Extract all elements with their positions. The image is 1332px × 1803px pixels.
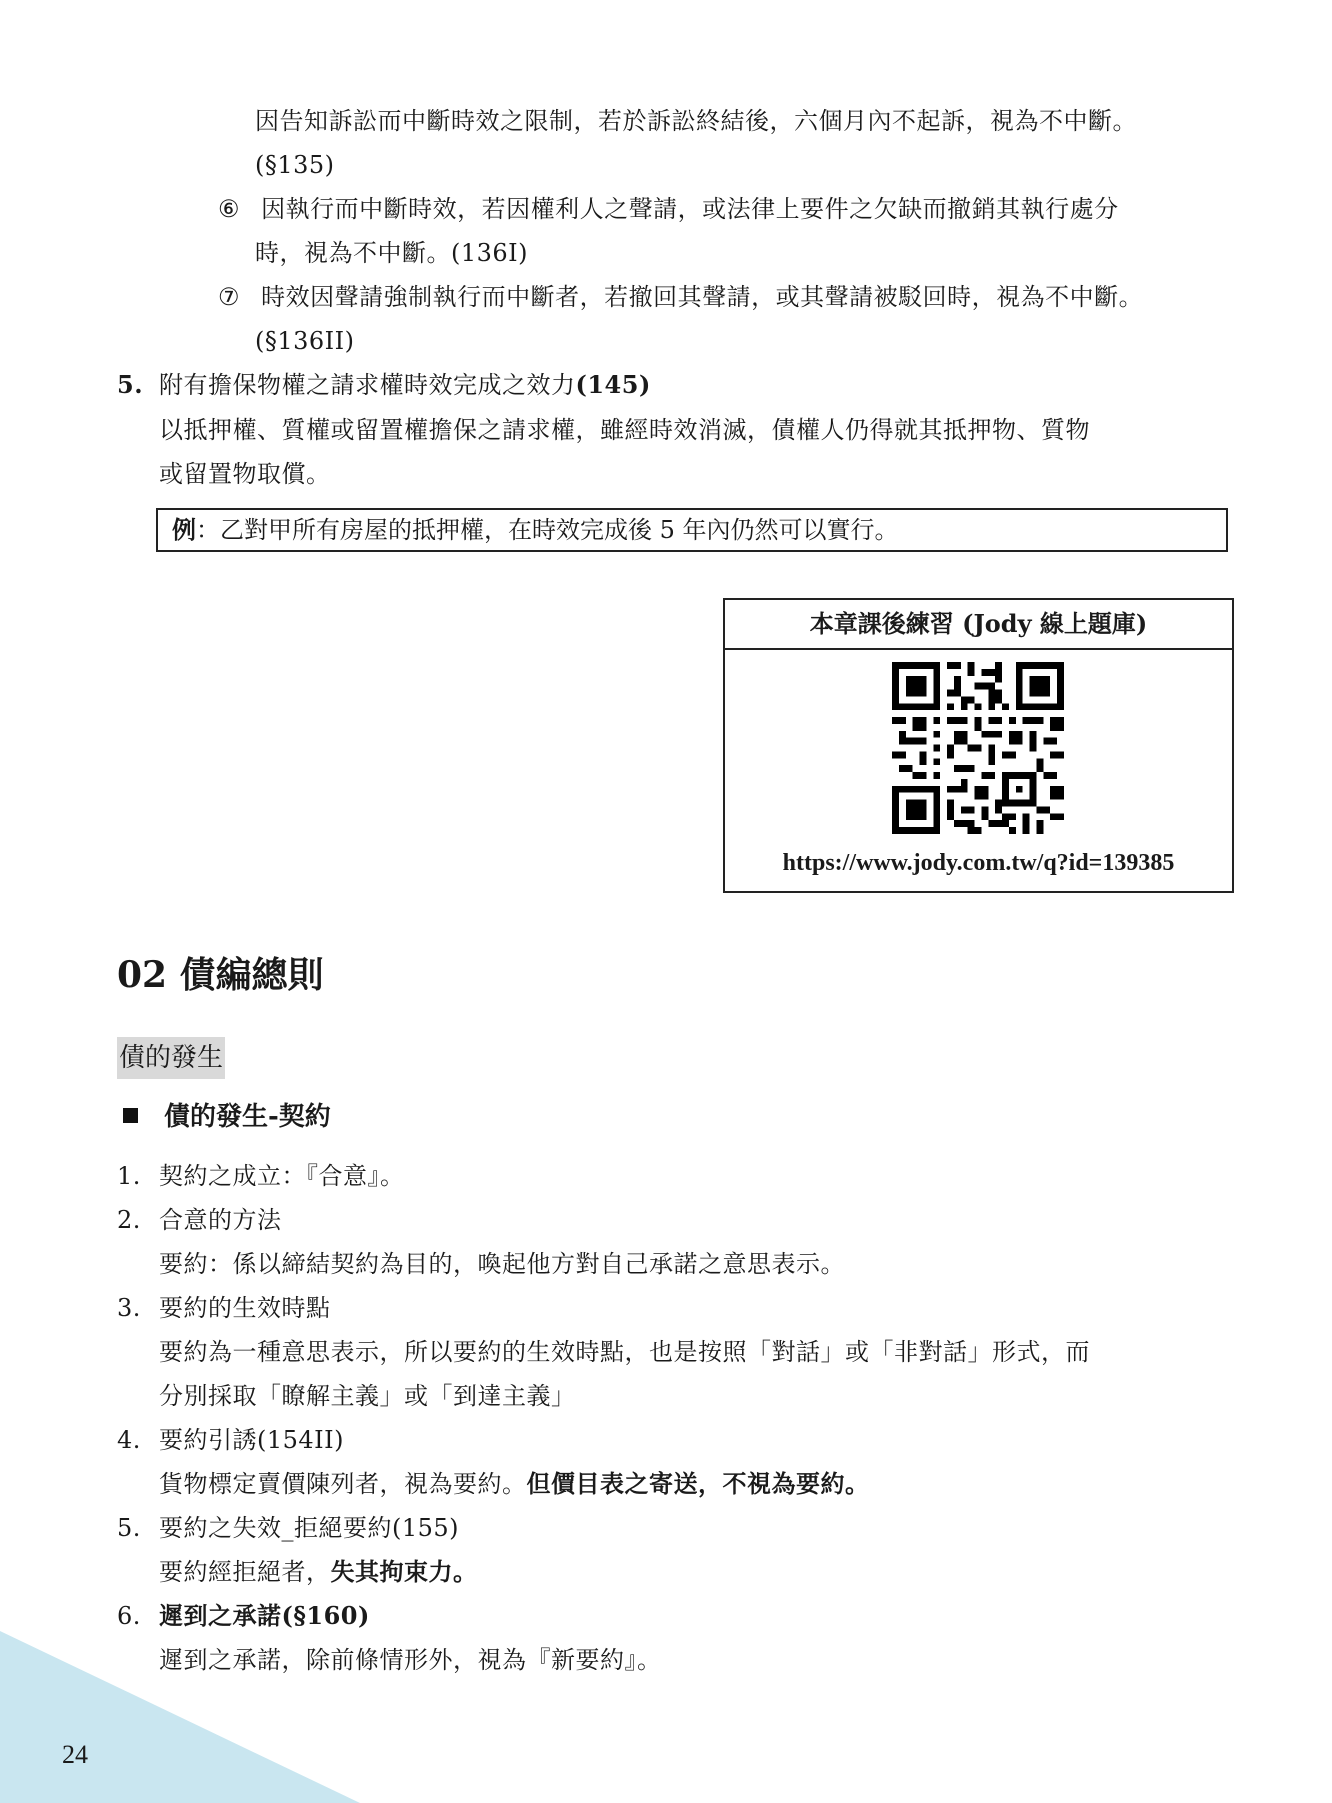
item-5-body-line2: 或留置物取償。 xyxy=(159,460,331,488)
list-item-2-text: 合意的方法 xyxy=(159,1206,282,1234)
list-item-4-text: 要約引誘(154II) xyxy=(159,1426,344,1454)
subheading xyxy=(123,1095,331,1139)
paragraph-6 xyxy=(214,187,1119,231)
list-item-1-number: 1. xyxy=(117,1162,141,1190)
paragraph-7-line1: 時效因聲請強制執行而中斷者，若撤回其聲請，或其聲請被駁回時，視為不中斷。 xyxy=(261,283,1144,311)
list-item-4-number: 4. xyxy=(117,1426,141,1454)
list-item-5-body-normal: 要約經拒絕者， xyxy=(159,1558,331,1586)
list-item-1 xyxy=(117,1154,405,1198)
list-item-3-body-line1: 要約為一種意思表示，所以要約的生效時點，也是按照「對話」或「非對話」形式，而 xyxy=(159,1338,1090,1366)
paragraph-7 xyxy=(214,275,1143,319)
list-item-6-body: 遲到之承諾，除前條情形外，視為『新要約』。 xyxy=(159,1646,662,1674)
list-item-5-number: 5. xyxy=(117,1514,141,1542)
item-5-number: 5. xyxy=(117,370,144,399)
list-item-4-body xyxy=(159,1462,870,1506)
chapter-title: 02 債編總則 xyxy=(117,954,324,996)
circled-number-7: ⑦ xyxy=(217,283,240,311)
practice-url[interactable]: https://www.jody.com.tw/q?id=139385 xyxy=(782,850,1175,876)
list-item-3-number: 3. xyxy=(117,1294,141,1322)
list-item-6-text: 遲到之承諾(§160) xyxy=(159,1601,370,1630)
list-item-2-body: 要約：係以締結契約為目的，喚起他方對自己承諾之意思表示。 xyxy=(159,1250,845,1278)
list-item-5-body xyxy=(159,1550,478,1594)
list-item-2 xyxy=(117,1198,282,1242)
paragraph-6-line1: 因執行而中斷時效，若因權利人之聲請，或法律上要件之欠缺而撤銷其執行處分 xyxy=(261,195,1119,223)
subheading-text: 債的發生-契約 xyxy=(164,1102,331,1132)
example-text: ：乙對甲所有房屋的抵押權，在時效完成後 5 年內仍然可以實行。 xyxy=(196,516,899,544)
list-item-5-body-bold: 失其拘束力。 xyxy=(330,1557,478,1586)
square-bullet-icon xyxy=(123,1108,138,1123)
paragraph-6-line2: 時，視為不中斷。(136I) xyxy=(255,239,529,267)
item-5-heading xyxy=(117,363,651,407)
paragraph-4-continuation: 因告知訴訟而中斷時效之限制，若於訴訟終結後，六個月內不起訴，視為不中斷。 xyxy=(255,107,1137,135)
list-item-3-body-line2: 分別採取「瞭解主義」或「到達主義」 xyxy=(159,1382,576,1410)
section-label: 債的發生 xyxy=(117,1037,225,1079)
paragraph-7-line2: (§136II) xyxy=(255,327,355,355)
list-item-1-text: 契約之成立：『合意』。 xyxy=(159,1162,405,1190)
list-item-2-number: 2. xyxy=(117,1206,141,1234)
item-5-title: 附有擔保物權之請求權時效完成之效力 xyxy=(159,371,576,399)
list-item-5 xyxy=(117,1506,459,1550)
example-box xyxy=(156,508,1228,552)
example-label: 例 xyxy=(172,515,196,544)
qr-code-icon[interactable] xyxy=(892,662,1064,834)
list-item-4-body-bold: 但價目表之寄送，不視為要約。 xyxy=(526,1469,870,1498)
list-item-4-body-normal: 貨物標定賣價陳列者，視為要約。 xyxy=(159,1470,527,1498)
list-item-3 xyxy=(117,1286,331,1330)
circled-number-6: ⑥ xyxy=(217,195,240,223)
list-item-5-text: 要約之失效_拒絕要約(155) xyxy=(159,1514,460,1542)
page-number: 24 xyxy=(62,1740,88,1769)
item-5-body-line1: 以抵押權、質權或留置權擔保之請求權，雖經時效消滅，債權人仍得就其抵押物、質物 xyxy=(159,416,1090,444)
list-item-4 xyxy=(117,1418,344,1462)
list-item-3-text: 要約的生效時點 xyxy=(159,1294,331,1322)
list-item-6-number: 6. xyxy=(117,1602,141,1630)
corner-decoration xyxy=(0,1631,360,1803)
practice-qr-box xyxy=(723,598,1234,893)
practice-title: 本章課後練習 (Jody 線上題庫) xyxy=(725,600,1232,650)
item-5-title-ref: (145) xyxy=(575,370,651,399)
paragraph-4-reference: (§135) xyxy=(255,151,335,179)
